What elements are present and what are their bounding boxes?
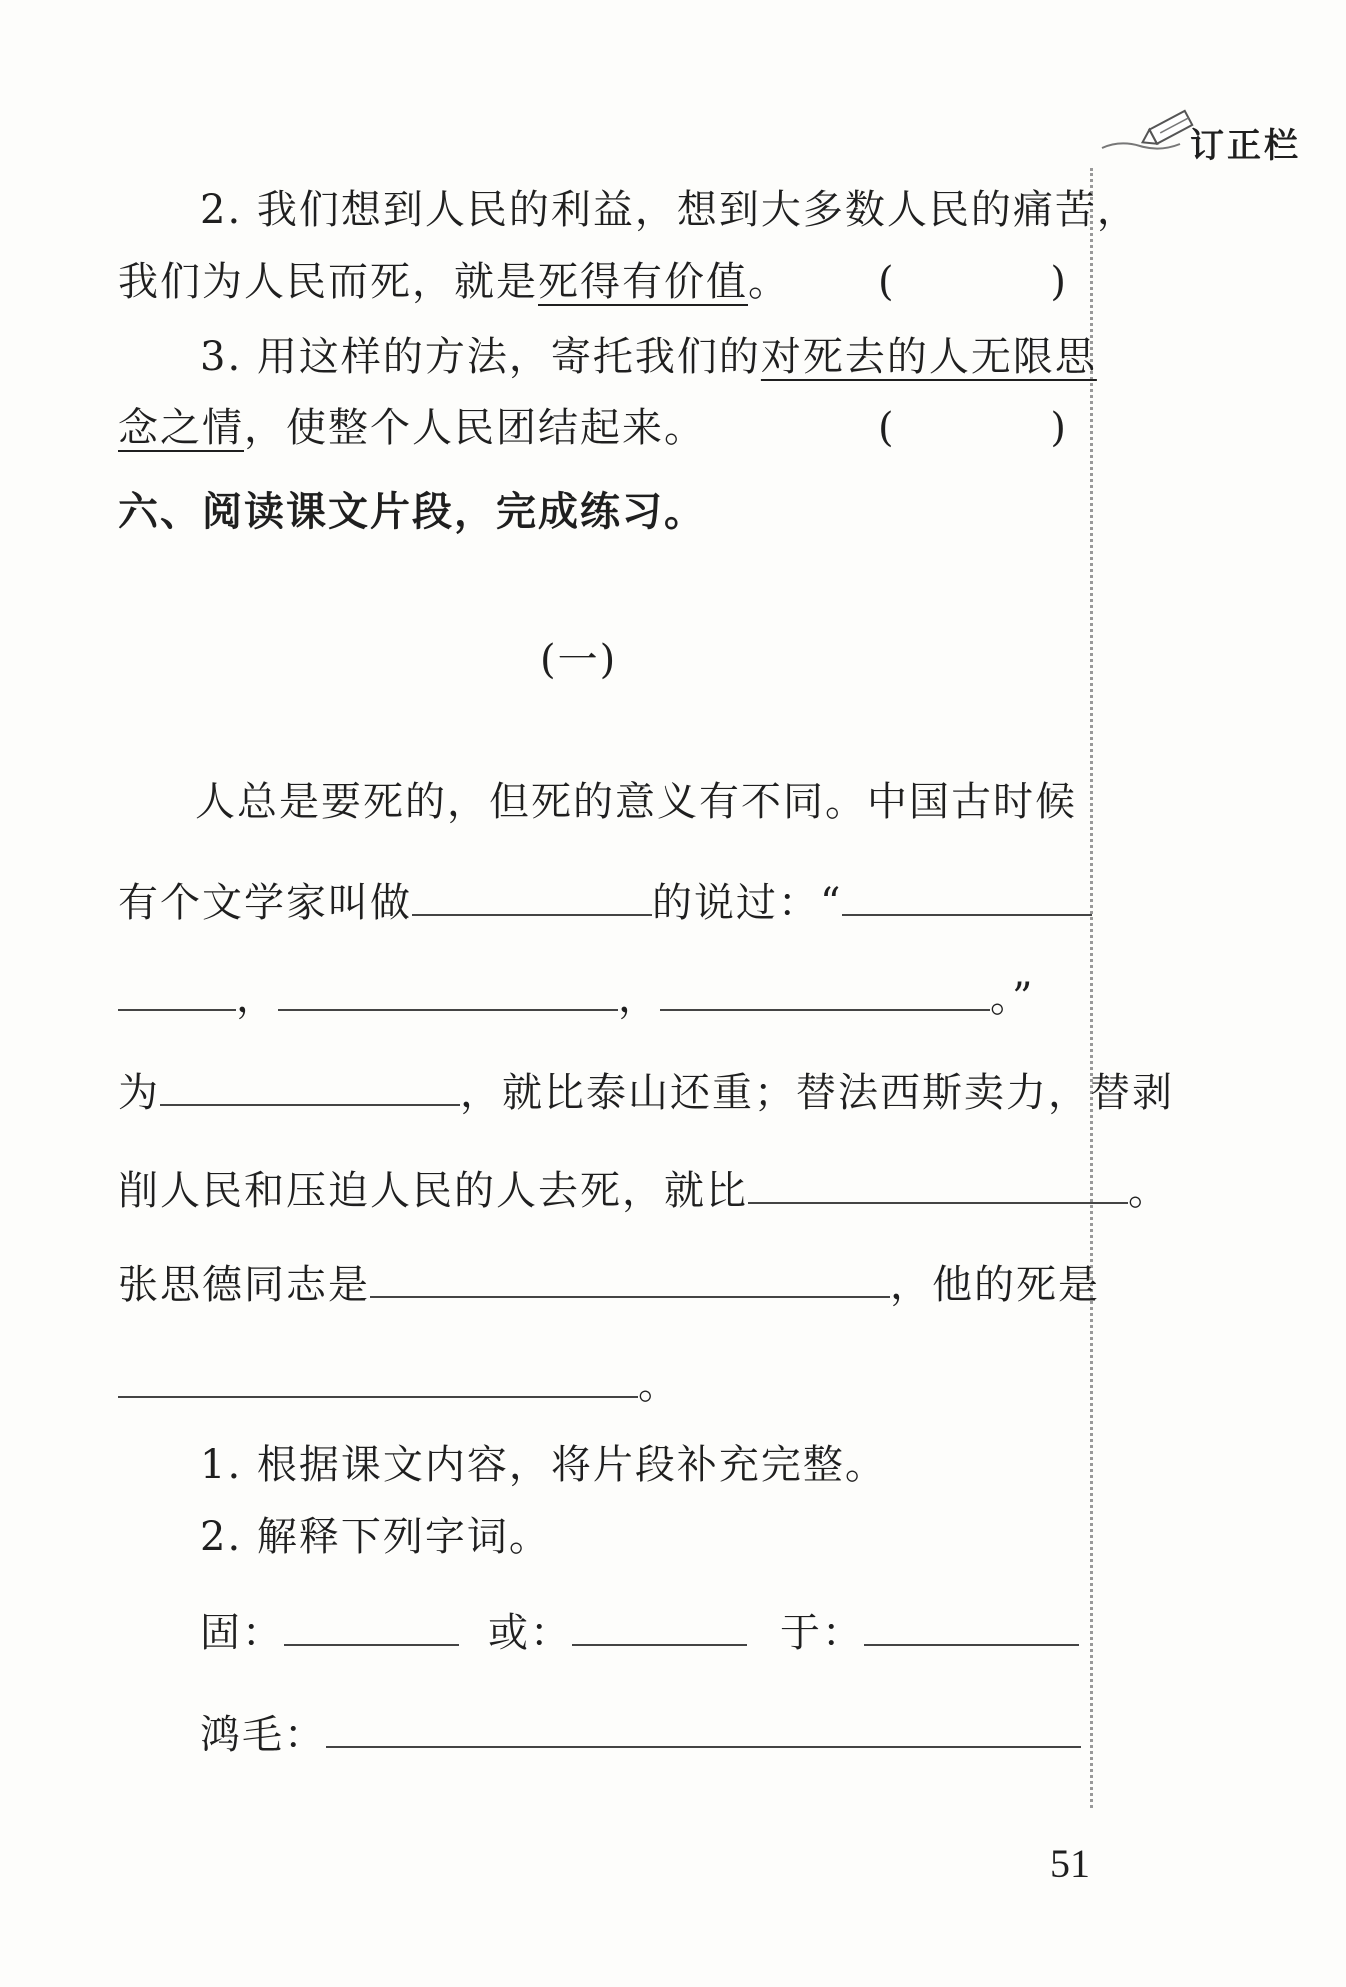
q2-line1: 2. 我们想到人民的利益，想到大多数人民的痛苦，	[200, 187, 1139, 233]
blank-hongmao[interactable]	[326, 1712, 1081, 1748]
q3-underlined-phrase-b: 念之情	[118, 405, 244, 451]
q3-line2: 念之情，使整个人民团结起来。 ( )	[118, 405, 1068, 451]
blank-lighter-than[interactable]	[748, 1168, 1128, 1204]
task-two: 2. 解释下列字词。	[200, 1514, 551, 1560]
margin-divider	[1090, 168, 1093, 1808]
section-six-title: 六、阅读课文片段，完成练习。	[118, 489, 706, 535]
passage-line7: 。	[118, 1362, 680, 1405]
blank-quote-b[interactable]	[278, 975, 618, 1011]
word-yu-row: 于：	[780, 1610, 1079, 1653]
task-one: 1. 根据课文内容，将片段补充完整。	[200, 1442, 887, 1488]
blank-huo[interactable]	[572, 1610, 747, 1646]
blank-yu[interactable]	[864, 1610, 1079, 1646]
passage-line4: 为 ，就比泰山还重；替法西斯卖力，替剥	[118, 1070, 1174, 1116]
passage-line3: ， ， 。”	[118, 975, 1034, 1018]
blank-for-whom[interactable]	[160, 1070, 460, 1106]
blank-his-death[interactable]	[118, 1362, 638, 1398]
blank-quote-start[interactable]	[842, 880, 1092, 916]
q2-text: 我们为人民而死，就是	[118, 259, 538, 305]
passage-line6: 张思德同志是 ，他的死是	[118, 1262, 1100, 1308]
q2-underlined-phrase: 死得有价值	[538, 259, 748, 305]
passage-line2: 有个文学家叫做 的说过：“	[118, 880, 1092, 923]
blank-writer-name[interactable]	[412, 880, 652, 916]
passage-line1: 人总是要死的，但死的意义有不同。中国古时候	[195, 779, 1077, 825]
passage-line5: 削人民和压迫人民的人去死，就比 。	[118, 1168, 1170, 1214]
blank-gu[interactable]	[284, 1610, 459, 1646]
blank-zhang-side[interactable]	[370, 1262, 890, 1298]
blank-quote-c[interactable]	[660, 975, 990, 1011]
q3-line1: 3. 用这样的方法，寄托我们的对死去的人无限思	[200, 334, 1097, 380]
correction-column-label: 订正栏	[1190, 126, 1301, 166]
word-hongmao-row: 鸿毛：	[200, 1712, 1081, 1755]
word-gu-row: 固：	[200, 1610, 459, 1653]
page-number: 51	[1050, 1841, 1090, 1886]
pencil-icon	[1100, 100, 1200, 160]
part-one-label: (一)	[540, 637, 618, 683]
q2-line2: 我们为人民而死，就是死得有价值。 ( )	[118, 259, 1068, 305]
q3-underlined-phrase-a: 对死去的人无限思	[760, 334, 1097, 380]
q2-period: 。	[748, 259, 790, 305]
blank-quote-a[interactable]	[118, 975, 236, 1011]
word-huo-row: 或：	[488, 1610, 747, 1653]
